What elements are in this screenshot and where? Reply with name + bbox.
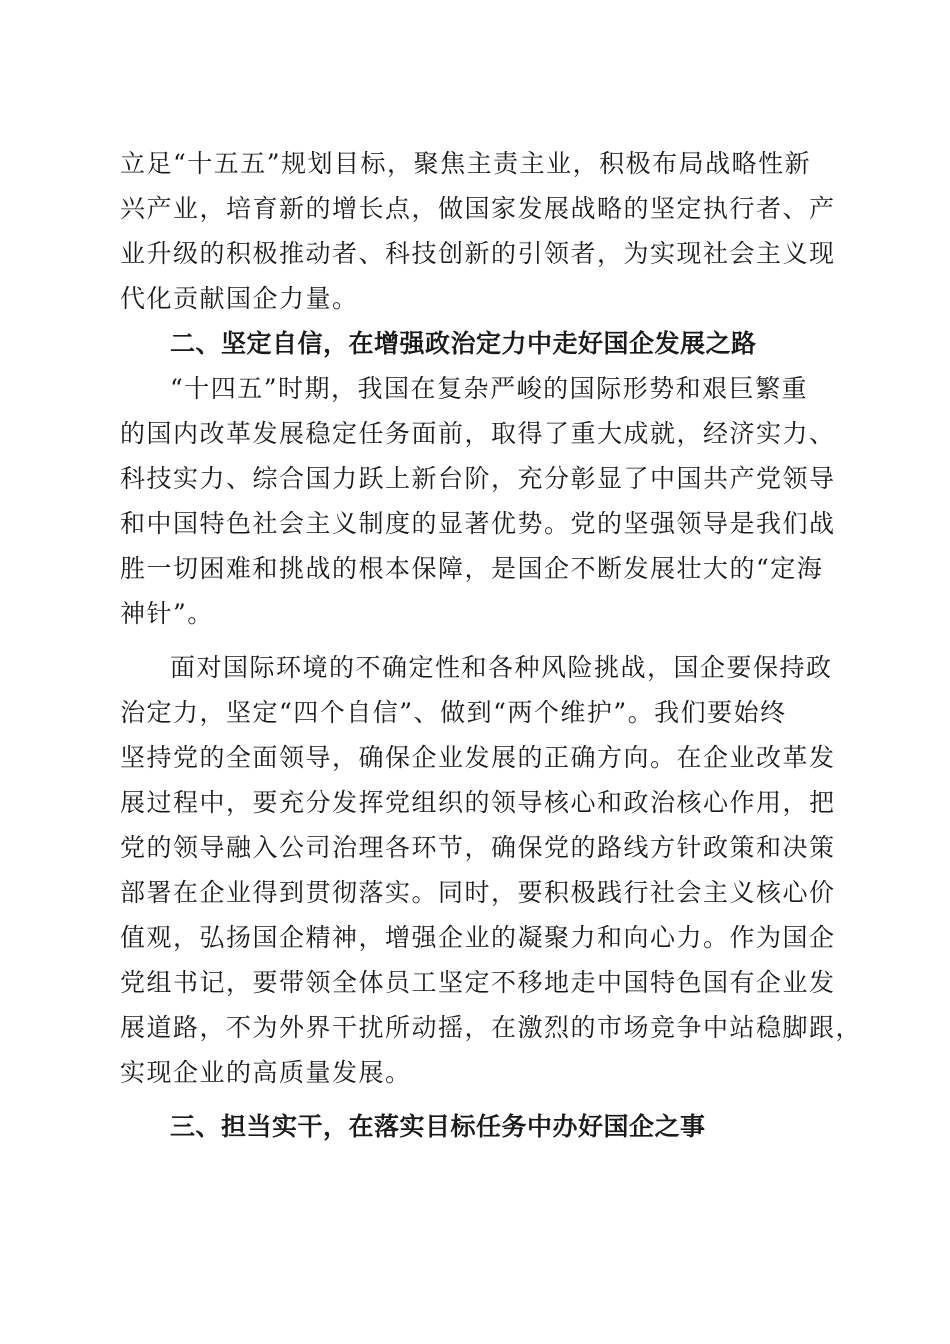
paragraph-spacer xyxy=(120,1095,830,1104)
paragraph-political-stability xyxy=(120,645,863,1095)
text-line: 坚持党的全面领导，确保企业发展的正确方向。在企业改革发 xyxy=(120,743,836,772)
text-line: 胜一切困难和挑战的根本保障，是国企不断发展壮大的“定海 xyxy=(120,554,824,583)
text-line: 党组书记，要带领全体员工坚定不移地走中国特色国有企业发 xyxy=(120,968,836,997)
text-line: 治定力，坚定“四个自信”、做到“两个维护”。我们要始终 xyxy=(120,698,787,727)
text-line: 的国内改革发展稳定任务面前，取得了重大成就，经济实力、 xyxy=(120,419,836,448)
text-line: 党的领导融入公司治理各环节，确保党的路线方针政策和决策 xyxy=(120,833,836,862)
text-line: 展道路，不为外界干扰所动摇，在激烈的市场竞争中站稳脚跟， xyxy=(120,1013,863,1042)
text-line: 业升级的积极推动者、科技创新的引领者，为实现社会主义现 xyxy=(120,239,836,268)
text-line: 代化贡献国企力量。 xyxy=(120,284,359,313)
section-heading-3: 三、担当实干，在落实目标任务中办好国企之事 xyxy=(170,1112,706,1141)
paragraph-continued xyxy=(120,141,836,321)
text-line: 兴产业，培育新的增长点，做国家发展战略的坚定执行者、产 xyxy=(120,194,836,223)
text-line: 科技实力、综合国力跃上新台阶，充分彰显了中国共产党领导 xyxy=(120,464,836,493)
text-line: 和中国特色社会主义制度的显著优势。党的坚强领导是我们战 xyxy=(120,509,836,538)
text-line: 展过程中，要充分发挥党组织的领导核心和政治核心作用，把 xyxy=(120,788,836,817)
document-page xyxy=(120,141,863,1149)
text-line: 面对国际环境的不确定性和各种风险挑战，国企要保持政 xyxy=(170,653,833,682)
text-line: 部署在企业得到贯彻落实。同时，要积极践行社会主义核心价 xyxy=(120,878,836,907)
paragraph-shisiwu xyxy=(120,366,836,636)
text-line: “十四五”时期，我国在复杂严峻的国际形势和艰巨繁重 xyxy=(170,374,809,403)
text-line: 神针”。 xyxy=(120,599,214,628)
text-line: 实现企业的高质量发展。 xyxy=(120,1058,412,1087)
text-line: 立足“十五五”规划目标，聚焦主责主业，积极布局战略性新 xyxy=(120,149,812,178)
section-heading-2: 二、坚定自信，在增强政治定力中走好国企发展之路 xyxy=(170,329,757,358)
text-line: 值观，弘扬国企精神，增强企业的凝聚力和向心力。作为国企 xyxy=(120,923,836,952)
paragraph-spacer xyxy=(120,636,830,645)
